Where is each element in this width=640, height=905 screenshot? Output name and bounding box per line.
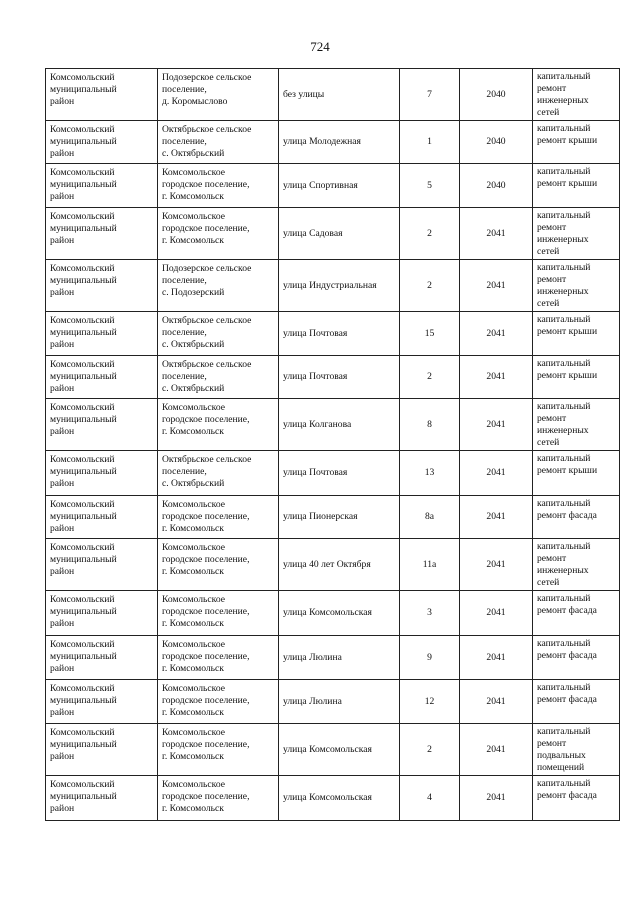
table-row (46, 680, 620, 724)
district-cell: Комсомольский муниципальный район (46, 121, 158, 164)
house-number-cell: 12 (400, 680, 460, 724)
district-cell: Комсомольский муниципальный район (46, 451, 158, 496)
street-cell: улица Комсомольская (279, 724, 400, 776)
house-number-cell: 13 (400, 451, 460, 496)
work-type-cell: капитальный ремонт подвальных помещений (533, 724, 620, 776)
work-type-cell: капитальный ремонт фасада (533, 591, 620, 636)
settlement-cell: Комсомольское городское поселение, г. Комсомольск (158, 680, 279, 724)
work-type-cell: капитальный ремонт фасада (533, 496, 620, 539)
settlement-cell: Комсомольское городское поселение, г. Комсомольск (158, 776, 279, 821)
district-cell: Комсомольский муниципальный район (46, 496, 158, 539)
district-cell: Комсомольский муниципальный район (46, 69, 158, 121)
street-cell: улица Почтовая (279, 356, 400, 399)
street-cell: улица Комсомольская (279, 776, 400, 821)
table-row (46, 451, 620, 496)
year-cell: 2041 (460, 539, 533, 591)
settlement-cell: Подозерское сельское поселение, д. Коромыслово (158, 69, 279, 121)
street-cell: улица Молодежная (279, 121, 400, 164)
district-cell: Комсомольский муниципальный район (46, 680, 158, 724)
house-number-cell: 3 (400, 591, 460, 636)
street-cell: улица Комсомольская (279, 591, 400, 636)
street-cell: улица Колганова (279, 399, 400, 451)
work-type-cell: капитальный ремонт фасада (533, 680, 620, 724)
table-row (46, 121, 620, 164)
street-cell: улица Почтовая (279, 312, 400, 356)
table-row (46, 312, 620, 356)
work-type-cell: капитальный ремонт крыши (533, 121, 620, 164)
table-body (46, 69, 620, 821)
year-cell: 2041 (460, 636, 533, 680)
district-cell: Комсомольский муниципальный район (46, 260, 158, 312)
work-type-cell: капитальный ремонт фасада (533, 636, 620, 680)
table-row (46, 636, 620, 680)
table-row (46, 399, 620, 451)
year-cell: 2041 (460, 399, 533, 451)
year-cell: 2041 (460, 312, 533, 356)
district-cell: Комсомольский муниципальный район (46, 208, 158, 260)
year-cell: 2040 (460, 121, 533, 164)
work-type-cell: капитальный ремонт крыши (533, 312, 620, 356)
year-cell: 2040 (460, 164, 533, 208)
street-cell: улица Люлина (279, 636, 400, 680)
settlement-cell: Комсомольское городское поселение, г. Комсомольск (158, 539, 279, 591)
table-row (46, 724, 620, 776)
table-row (46, 208, 620, 260)
work-type-cell: капитальный ремонт инженерных сетей (533, 539, 620, 591)
district-cell: Комсомольский муниципальный район (46, 399, 158, 451)
year-cell: 2041 (460, 208, 533, 260)
settlement-cell: Октябрьское сельское поселение, с. Октябрьский (158, 451, 279, 496)
settlement-cell: Комсомольское городское поселение, г. Комсомольск (158, 636, 279, 680)
work-type-cell: капитальный ремонт инженерных сетей (533, 69, 620, 121)
house-number-cell: 4 (400, 776, 460, 821)
work-type-cell: капитальный ремонт инженерных сетей (533, 399, 620, 451)
district-cell: Комсомольский муниципальный район (46, 636, 158, 680)
year-cell: 2041 (460, 591, 533, 636)
year-cell: 2041 (460, 680, 533, 724)
settlement-cell: Октябрьское сельское поселение, с. Октябрьский (158, 121, 279, 164)
district-cell: Комсомольский муниципальный район (46, 724, 158, 776)
work-type-cell: капитальный ремонт крыши (533, 356, 620, 399)
settlement-cell: Комсомольское городское поселение, г. Комсомольск (158, 399, 279, 451)
work-type-cell: капитальный ремонт инженерных сетей (533, 208, 620, 260)
year-cell: 2040 (460, 69, 533, 121)
house-number-cell: 1 (400, 121, 460, 164)
year-cell: 2041 (460, 776, 533, 821)
street-cell: улица Пионерская (279, 496, 400, 539)
district-cell: Комсомольский муниципальный район (46, 539, 158, 591)
settlement-cell: Октябрьское сельское поселение, с. Октябрьский (158, 312, 279, 356)
table-row (46, 496, 620, 539)
district-cell: Комсомольский муниципальный район (46, 776, 158, 821)
house-number-cell: 8 (400, 399, 460, 451)
settlement-cell: Комсомольское городское поселение, г. Комсомольск (158, 496, 279, 539)
settlement-cell: Подозерское сельское поселение, с. Подозерский (158, 260, 279, 312)
house-number-cell: 2 (400, 208, 460, 260)
table-row (46, 164, 620, 208)
settlement-cell: Комсомольское городское поселение, г. Комсомольск (158, 208, 279, 260)
street-cell: улица 40 лет Октября (279, 539, 400, 591)
work-type-cell: капитальный ремонт крыши (533, 164, 620, 208)
work-type-cell: капитальный ремонт инженерных сетей (533, 260, 620, 312)
house-number-cell: 2 (400, 260, 460, 312)
repair-schedule-table (45, 68, 620, 821)
year-cell: 2041 (460, 451, 533, 496)
settlement-cell: Комсомольское городское поселение, г. Комсомольск (158, 164, 279, 208)
work-type-cell: капитальный ремонт фасада (533, 776, 620, 821)
street-cell: улица Спортивная (279, 164, 400, 208)
year-cell: 2041 (460, 260, 533, 312)
house-number-cell: 9 (400, 636, 460, 680)
settlement-cell: Октябрьское сельское поселение, с. Октябрьский (158, 356, 279, 399)
work-type-cell: капитальный ремонт крыши (533, 451, 620, 496)
street-cell: улица Почтовая (279, 451, 400, 496)
street-cell: улица Люлина (279, 680, 400, 724)
table-row (46, 356, 620, 399)
house-number-cell: 15 (400, 312, 460, 356)
district-cell: Комсомольский муниципальный район (46, 591, 158, 636)
street-cell: без улицы (279, 69, 400, 121)
street-cell: улица Садовая (279, 208, 400, 260)
settlement-cell: Комсомольское городское поселение, г. Комсомольск (158, 724, 279, 776)
district-cell: Комсомольский муниципальный район (46, 164, 158, 208)
house-number-cell: 5 (400, 164, 460, 208)
district-cell: Комсомольский муниципальный район (46, 356, 158, 399)
year-cell: 2041 (460, 724, 533, 776)
settlement-cell: Комсомольское городское поселение, г. Комсомольск (158, 591, 279, 636)
house-number-cell: 7 (400, 69, 460, 121)
page-number: 724 (310, 39, 330, 54)
house-number-cell: 11а (400, 539, 460, 591)
year-cell: 2041 (460, 496, 533, 539)
table-row (46, 776, 620, 821)
house-number-cell: 8а (400, 496, 460, 539)
table-row (46, 591, 620, 636)
district-cell: Комсомольский муниципальный район (46, 312, 158, 356)
table-row (46, 260, 620, 312)
street-cell: улица Индустриальная (279, 260, 400, 312)
table-row (46, 69, 620, 121)
house-number-cell: 2 (400, 724, 460, 776)
year-cell: 2041 (460, 356, 533, 399)
table-row (46, 539, 620, 591)
house-number-cell: 2 (400, 356, 460, 399)
